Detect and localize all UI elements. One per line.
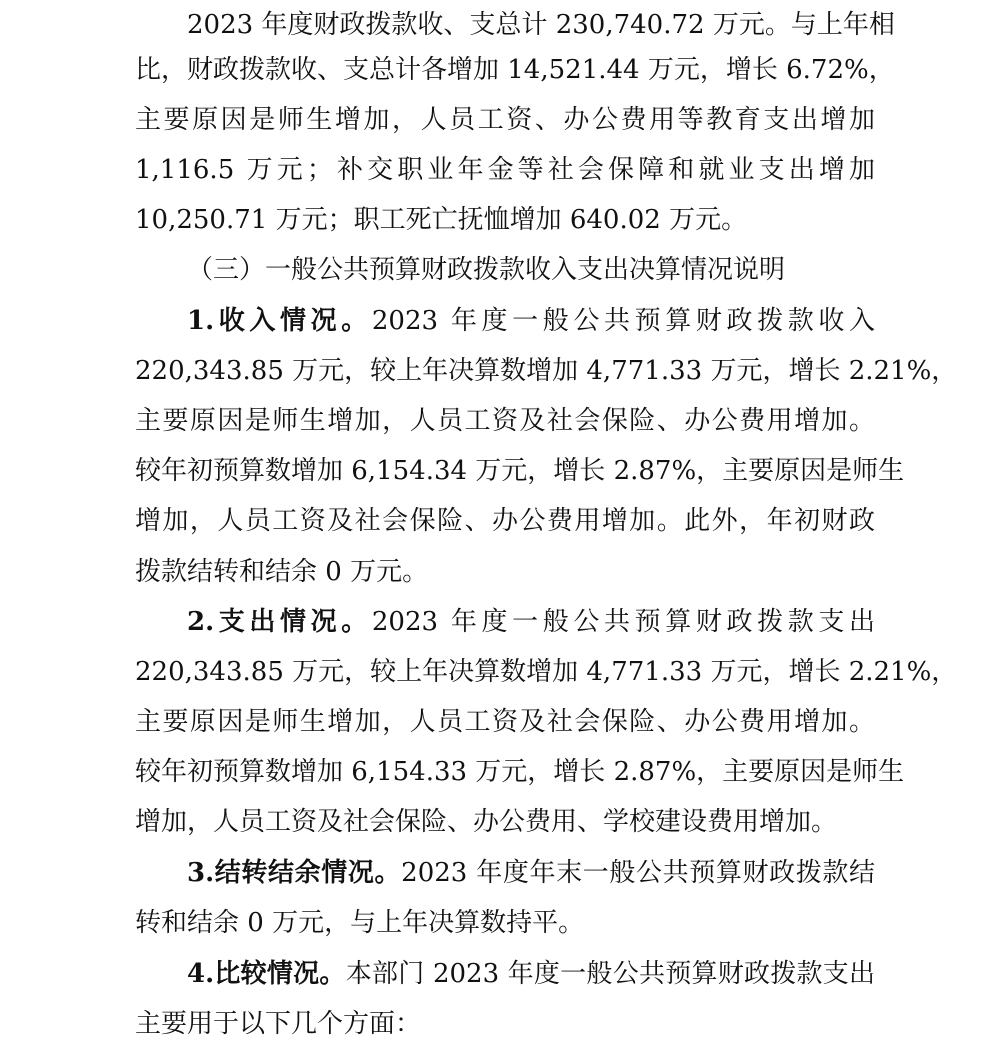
expenditure-lead: 2.支出情况。 <box>187 607 372 637</box>
income-paragraph-line-4: 较年初预算数增加 6,154.34 万元，增长 2.87%，主要原因是师生 <box>135 456 905 486</box>
comparison-first-line-rest: 本部门 2023 年度一般公共预算财政拨款支出 <box>345 959 875 989</box>
paragraph-1-line-2: 比，财政拨款收、支总计各增加 14,521.44 万元，增长 6.72%， <box>135 55 895 85</box>
income-paragraph-line-2: 220,343.85 万元，较上年决算数增加 4,771.33 万元，增长 2.21%， <box>135 356 958 386</box>
expenditure-paragraph-line-5: 增加，人员工资及社会保险、办公费用、学校建设费用增加。 <box>135 807 838 837</box>
paragraph-1-line-5: 10,250.71 万元；职工死亡抚恤增加 640.02 万元。 <box>135 205 748 235</box>
carryover-lead: 3.结转结余情况。 <box>187 858 402 888</box>
income-paragraph-line-5: 增加，人员工资及社会保险、办公费用增加。此外，年初财政 <box>135 506 875 536</box>
comparison-paragraph-line-1 <box>187 949 875 999</box>
comparison-paragraph-line-2: 主要用于以下几个方面： <box>135 1009 422 1039</box>
paragraph-1-line-1: 2023 年度财政拨款收、支总计 230,740.72 万元。与上年相 <box>187 10 895 40</box>
expenditure-paragraph-line-4: 较年初预算数增加 6,154.33 万元，增长 2.87%，主要原因是师生 <box>135 757 905 787</box>
expenditure-paragraph-line-3: 主要原因是师生增加，人员工资及社会保险、办公费用增加。 <box>135 707 875 737</box>
expenditure-first-line-rest: 2023 年度一般公共预算财政拨款支出 <box>371 607 875 637</box>
income-paragraph-line-6: 拨款结转和结余 0 万元。 <box>135 557 429 587</box>
expenditure-paragraph-line-1 <box>187 597 875 647</box>
expenditure-paragraph-line-2: 220,343.85 万元，较上年决算数增加 4,771.33 万元，增长 2.21%， <box>135 657 958 687</box>
carryover-first-line-rest: 2023 年度年末一般公共预算财政拨款结 <box>401 858 875 888</box>
carryover-paragraph-line-1 <box>187 848 875 898</box>
income-paragraph-line-1 <box>187 296 875 346</box>
section-heading: （三）一般公共预算财政拨款收入支出决算情况说明 <box>187 255 786 285</box>
paragraph-1-line-3: 主要原因是师生增加，人员工资、办公费用等教育支出增加 <box>135 105 875 135</box>
income-paragraph-line-3: 主要原因是师生增加，人员工资及社会保险、办公费用增加。 <box>135 406 875 436</box>
paragraph-1-line-4: 1,116.5 万元；补交职业年金等社会保障和就业支出增加 <box>135 155 875 185</box>
income-first-line-rest: 2023 年度一般公共预算财政拨款收入 <box>371 306 875 336</box>
income-lead: 1.收入情况。 <box>187 306 372 336</box>
carryover-paragraph-line-2: 转和结余 0 万元，与上年决算数持平。 <box>135 908 585 938</box>
comparison-lead: 4.比较情况。 <box>187 959 346 989</box>
